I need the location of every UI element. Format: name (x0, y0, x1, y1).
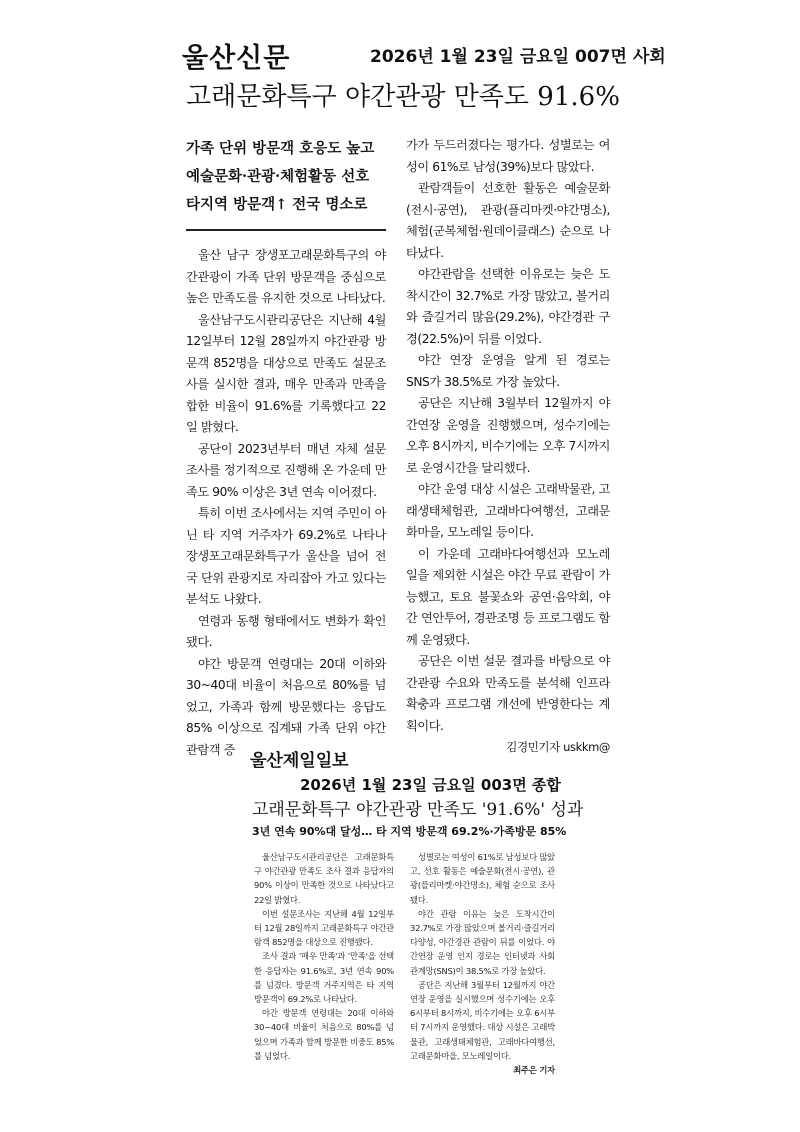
paragraph: 공단이 2023년부터 매년 자체 설문조사를 정기적으로 진행해 온 가운데 만족도 90% 이상은 3년 연속 이어졌다. (186, 441, 386, 499)
article2-column-1 (254, 850, 394, 1063)
paragraph: 야간 관람 이유는 늦은 도착시간이 32.7%로 가장 많았으며 볼거리·즐길거리 다양성, 야간경관 관람이 뒤를 이었다. 야간연장 운영 인지 경로는 인터넷과 사회관계망(SNS)이 38.5%로 가장 높았다. (410, 908, 555, 976)
headline: 고래문화특구 야간관광 만족도 '91.6%' 성과 (252, 800, 584, 820)
paragraph: 특히 이번 조사에서는 지역 주민이 아닌 타 지역 거주자가 69.2%로 나타나 장생포고래문화특구가 울산을 넘어 전국 단위 관광지로 자리잡아 가고 있다는 분석도 나왔다. (186, 506, 386, 606)
paragraph: 야간 연장 운영을 알게 된 경로는 SNS가 38.5%로 가장 높았다. (406, 353, 610, 389)
paper-name: 울산제일일보 (250, 751, 349, 771)
paragraph: 야간 운영 대상 시설은 고래박물관, 고래생태체험관, 고래바다여행선, 고래문화마을, 모노레일 등이다. (406, 482, 610, 539)
subhead: 가족 단위 방문객 호응도 높고 (186, 140, 375, 157)
headline: 고래문화특구 야간관광 만족도 91.6% (186, 82, 620, 112)
paragraph: 울산남구도시관리공단은 고래문화특구 야간관광 만족도 조사 결과 응답자의 90% 이상이 만족한 것으로 나타났다고 22일 밝혔다. (254, 852, 394, 905)
paragraph: 야간관람을 선택한 이유로는 늦은 도착시간이 32.7%로 가장 많았고, 볼거리와 즐길거리 많음(29.2%), 야간경관 구경(22.5%)이 뒤를 이었다. (406, 267, 610, 346)
article-body (186, 245, 386, 761)
paragraph: 공단은 지난해 3월부터 12월까지 야간연장 운영을 실시했으며 성수기에는 오후 6시부터 8시까지, 비수기에는 오후 6시부터 7시까지 운영했다. 대상 시설은 고래박물관, 고래생태체험관, 고래바다여행선, 고래문화마을, 모노레일이다. (410, 979, 555, 1061)
subheads (186, 135, 386, 219)
paragraph: 울산 남구 장생포고래문화특구의 야간관광이 가족 단위 방문객을 중심으로 높은 만족도를 유지한 것으로 나타났다. (186, 248, 386, 305)
paragraph: 공단은 지난해 3월부터 12월까지 야간연장 운영을 진행했으며, 성수기에는 오후 8시까지, 비수기에는 오후 7시까지로 운영시간을 달리했다. (406, 396, 610, 475)
paragraph: 이 가운데 고래바다여행선과 모노레일을 제외한 시설은 야간 무료 관람이 가능했고, 토요 불꽃쇼와 공연·음악회, 야간 연안투어, 경관조명 등 프로그램도 함께 운영됐다. (406, 546, 610, 647)
paragraph: 공단은 이번 설문 결과를 바탕으로 야간관광 수요와 만족도를 분석해 인프라 확충과 프로그램 개선에 반영한다는 계획이다. (406, 654, 610, 733)
article1-column-2 (406, 135, 610, 759)
paragraph: 관람객들이 선호한 활동은 예술문화(전시·공연), 관광(플리마켓·야간명소), 체험(군복체험·원데이클래스) 순으로 나타났다. (406, 181, 610, 260)
paper-name: 울산신문 (182, 43, 291, 74)
subheadline: 3년 연속 90%대 달성… 타 지역 방문객 69.2%·가족방문 85% (252, 825, 567, 838)
subhead: 예술문화·관광·체험활동 선호 (186, 168, 370, 185)
paragraph: 야간 방문객 연령대는 20대 이하와 30~40대 비율이 처음으로 80%를 넘었으며 가족과 함께 방문한 비중도 85%를 넘었다. (254, 1008, 394, 1061)
divider (186, 229, 386, 231)
article2-column-2 (410, 850, 555, 1077)
paragraph: 연령과 동행 형태에서도 변화가 확인됐다. (186, 613, 386, 649)
paragraph: 야간 방문객 연령대는 20대 이하와 30~40대 비율이 처음으로 80%를 넘었고, 가족과 함께 방문했다는 응답도 85% 이상으로 집계돼 가족 단위 야간 관람객 증 (186, 656, 386, 757)
paragraph: 조사 결과 '매우 만족'과 '만족'을 선택한 응답자는 91.6%로, 3년 연속 90%를 넘겼다. 방문객 거주지역은 타 지역 방문객이 69.2%로 나타났다. (254, 951, 394, 1005)
paragraph: 이번 설문조사는 지난해 4월 12일부터 12월 28일까지 고래문화특구 야간관람객 852명을 대상으로 진행됐다. (254, 908, 394, 948)
date-line: 2026년 1월 23일 금요일 003면 종합 (300, 776, 561, 794)
paragraph: 가가 두드러졌다는 평가다. 성별로는 여성이 61%로 남성(39%)보다 많았다. (406, 138, 610, 174)
article1-column-1 (186, 135, 386, 761)
date-line: 2026년 1월 23일 금요일 007면 사회 (370, 47, 666, 67)
subhead: 타지역 방문객↑ 전국 명소로 (186, 196, 368, 213)
paragraph: 성별로는 여성이 61%로 남성보다 많았고, 선호 활동은 예술문화(전시·공연), 관광(플리마켓·야간명소), 체험 순으로 조사됐다. (410, 852, 555, 905)
byline: 김경민기자 uskkm@ (506, 740, 610, 754)
paragraph: 울산남구도시관리공단은 지난해 4월 12일부터 12월 28일까지 야간관광 방문객 852명을 대상으로 만족도 설문조사를 실시한 결과, 매우 만족과 만족을 합한 비율이 91.6%를 기록했다고 22일 밝혔다. (186, 312, 386, 434)
byline: 최주은 기자 (513, 1065, 555, 1076)
